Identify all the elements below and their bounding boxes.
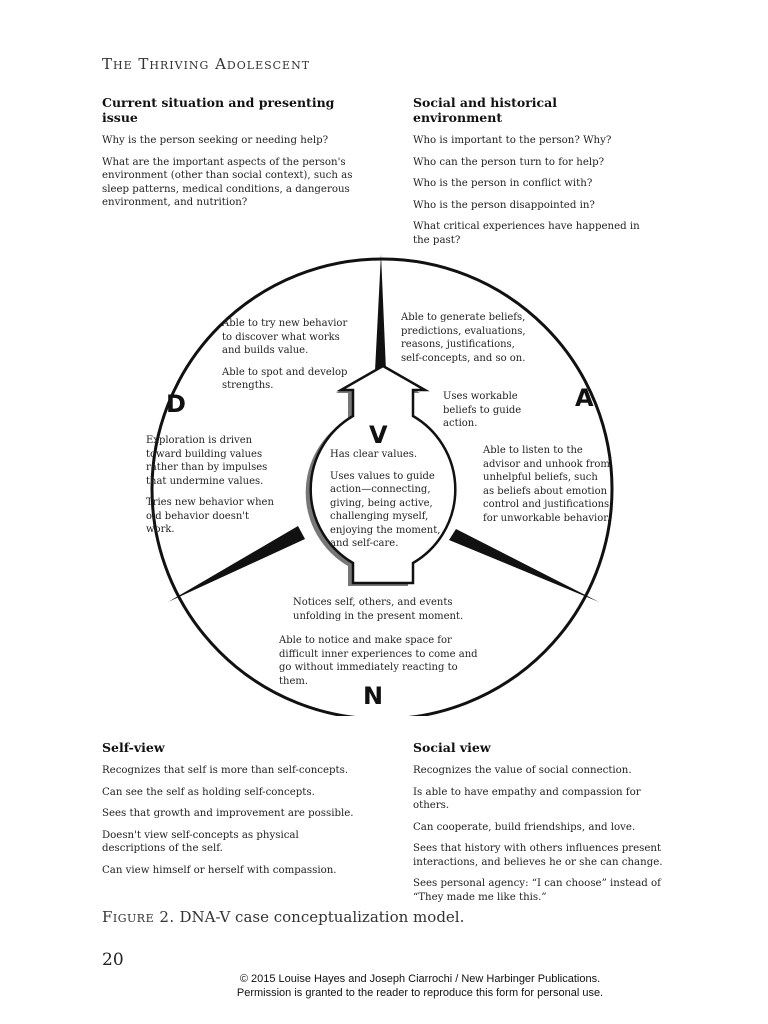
self-view-item: Can see the self as holding self-concepts. bbox=[102, 786, 315, 798]
current-situation-section bbox=[102, 95, 364, 218]
social-history-item: Who is the person disappointed in? bbox=[413, 199, 595, 211]
social-history-item: Who is the person in conflict with? bbox=[413, 178, 593, 189]
self-view-item: Recognizes that self is more than self-concepts. bbox=[102, 765, 349, 776]
social-history-item: Who is important to the person? Why? bbox=[413, 135, 612, 146]
social-view-item: Sees that history with others influences present interactions, and believes he or she can change. bbox=[413, 843, 663, 868]
social-view-item: Recognizes the value of social connection. bbox=[413, 765, 632, 776]
discoverer-text-lower bbox=[146, 434, 276, 545]
current-situation-item: Why is the person seeking or needing help? bbox=[102, 135, 329, 146]
self-view-title: Self-view bbox=[102, 740, 165, 755]
letter-d: D bbox=[166, 390, 186, 418]
discoverer-item: Tries new behavior when old behavior doesn't work. bbox=[146, 497, 274, 535]
advisor-text-upper bbox=[401, 311, 529, 373]
social-view-section bbox=[413, 740, 673, 912]
advisor-item: Able to listen to the advisor and unhook from unhelpful beliefs, such as beliefs about emotion control and justifications for unworkable behavior. bbox=[483, 445, 611, 524]
discoverer-item: Able to try new behavior to discover what works and builds value. bbox=[222, 318, 348, 356]
social-view-item: Is able to have empathy and compassion for others. bbox=[413, 786, 641, 811]
figure-caption-text: DNA-V case conceptualization model. bbox=[179, 908, 465, 926]
noticer-text-upper bbox=[293, 596, 473, 631]
self-view-item: Doesn't view self-concepts as physical descriptions of the self. bbox=[102, 829, 299, 854]
advisor-text-middle bbox=[443, 390, 553, 439]
letter-a: A bbox=[575, 384, 594, 412]
discoverer-item: Exploration is driven toward building values rather than by impulses that undermine values. bbox=[146, 435, 268, 487]
advisor-text-lower bbox=[483, 444, 611, 533]
advisor-item: Uses workable beliefs to guide action. bbox=[443, 391, 522, 429]
figure-caption bbox=[102, 908, 464, 926]
permission-line: Permission is granted to the reader to reproduce this form for personal use. bbox=[236, 987, 604, 999]
social-history-section bbox=[413, 95, 643, 255]
values-item: Has clear values. bbox=[330, 449, 418, 460]
dnav-diagram bbox=[112, 246, 652, 716]
self-view-item: Sees that growth and improvement are possible. bbox=[102, 808, 354, 819]
self-view-item: Can view himself or herself with compassion. bbox=[102, 864, 337, 876]
current-situation-title: Current situation and presenting issue bbox=[102, 95, 335, 125]
values-text bbox=[330, 448, 444, 559]
page-number: 20 bbox=[102, 950, 124, 970]
noticer-text-lower bbox=[279, 634, 489, 696]
social-view-item: Sees personal agency: “I can choose” instead of “They made me like this.” bbox=[413, 878, 661, 903]
copyright-line: © 2015 Louise Hayes and Joseph Ciarrochi / New Harbinger Publications. bbox=[239, 973, 601, 985]
social-view-title: Social view bbox=[413, 740, 491, 755]
copyright-notice bbox=[180, 972, 660, 1000]
noticer-item: Notices self, others, and events unfolding in the present moment. bbox=[293, 597, 464, 622]
discoverer-item: Able to spot and develop strengths. bbox=[222, 366, 348, 391]
values-item: Uses values to guide action—connecting, giving, being active, challenging myself, enjoying the moment, and self-care. bbox=[330, 470, 441, 549]
discoverer-text-upper bbox=[222, 317, 352, 401]
social-history-item: What critical experiences have happened in the past? bbox=[413, 221, 640, 246]
letter-v: V bbox=[369, 421, 388, 449]
self-view-section bbox=[102, 740, 362, 885]
figure-label: Figure 2. bbox=[102, 908, 175, 926]
running-head: The Thriving Adolescent bbox=[102, 55, 311, 73]
social-history-item: Who can the person turn to for help? bbox=[413, 156, 605, 168]
advisor-item: Able to generate beliefs, predictions, evaluations, reasons, justifications, self-concepts, and so on. bbox=[401, 312, 526, 364]
letter-n: N bbox=[363, 682, 384, 710]
social-view-item: Can cooperate, build friendships, and love. bbox=[413, 821, 636, 833]
current-situation-item: What are the important aspects of the person's environment (other than social context), such as sleep patterns, medical conditions, a dangerous environment, and nutrition? bbox=[102, 156, 353, 208]
noticer-item: Able to notice and make space for difficult inner experiences to come and go without immediately reacting to them. bbox=[279, 635, 478, 687]
social-history-title: Social and historical environment bbox=[413, 95, 557, 125]
